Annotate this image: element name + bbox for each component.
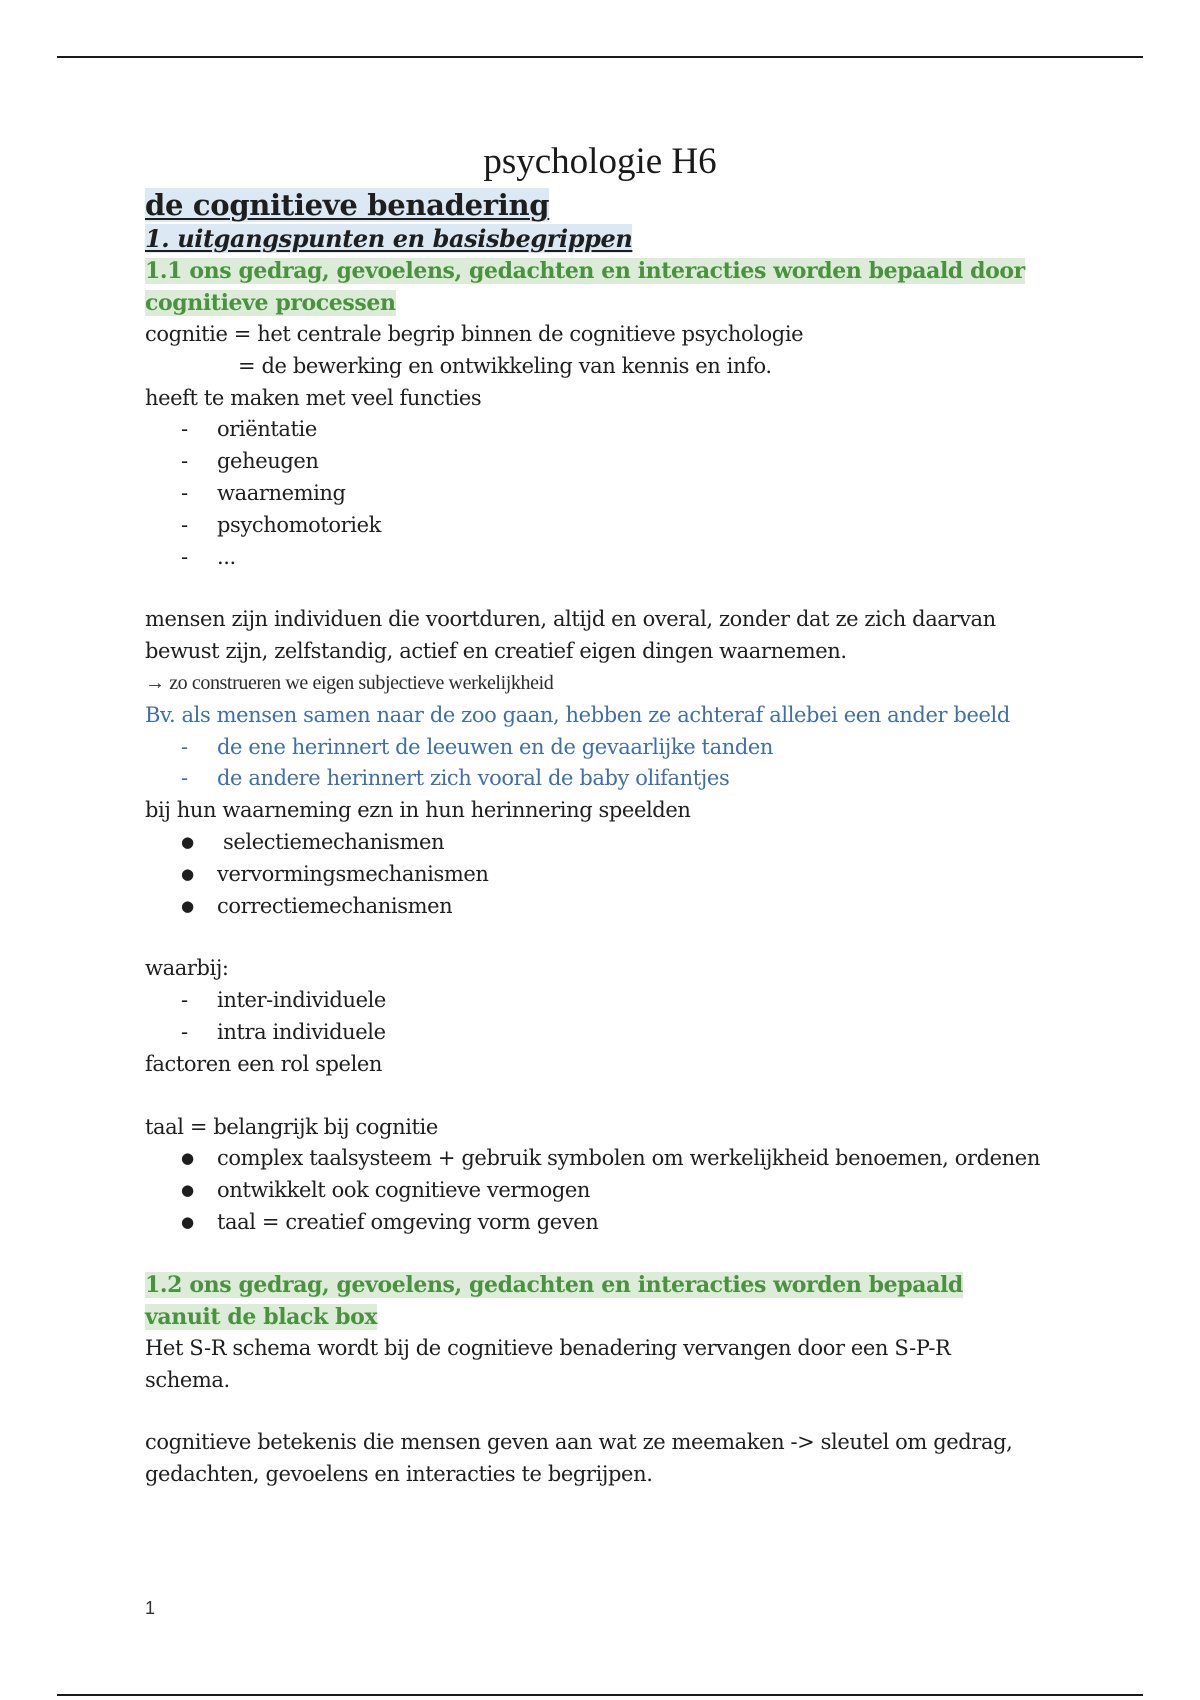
functies-list [145,414,1065,573]
list-item: - psychomotoriek [181,512,381,537]
page-title: psychologie H6 [483,141,717,182]
header-rule [57,56,1143,58]
list-item: ● selectiemechanismen [181,829,445,854]
example-list [145,732,1065,796]
list-item: - de ene herinnert de leeuwen en de gevaarlijke tanden [181,734,774,759]
list-item: - geheugen [181,449,319,474]
section-heading: 1. uitgangspunten en basisbegrippen [145,224,633,253]
betekenis-paragraph: cognitieve betekenis die mensen geven aan wat ze meemaken -> sleutel om gedrag, gedachten, gevoelens en interacties te begrijpen. [145,1430,1013,1487]
footer-rule [57,1694,1143,1696]
cognitie-definition-1: cognitie = het centrale begrip binnen de cognitieve psychologie [145,322,804,346]
list-item: - waarneming [181,480,346,505]
mechanismen-list [145,827,1065,922]
list-item: - inter-individuele [181,988,386,1013]
chapter-heading: de cognitieve benadering [145,188,550,222]
waarbij-label: waarbij: [145,956,229,981]
page-number: 1 [145,1598,156,1618]
functies-intro: heeft te maken met veel functies [145,385,482,410]
list-item: - intra individuele [181,1019,386,1044]
individuen-paragraph: mensen zijn individuen die voortduren, altijd en overal, zonder dat ze zich daarvan bewust zijn, zelfstandig, actief en creatief eigen dingen waarnemen. [145,607,996,664]
list-item: - de andere herinnert zich vooral de baby olifantjes [181,766,730,791]
sr-schema-paragraph: Het S-R schema wordt bij de cognitieve benadering vervangen door een S-P-R schema. [145,1335,951,1392]
taal-intro: taal = belangrijk bij cognitie [145,1114,438,1139]
list-item: ● vervormingsmechanismen [181,861,489,886]
list-item: ● taal = creatief omgeving vorm geven [181,1209,599,1234]
list-item: ● complex taalsysteem + gebruik symbolen om werkelijkheid benoemen, ordenen [181,1146,1040,1171]
list-item: ● correctiemechanismen [181,893,453,918]
taal-list [145,1143,1065,1238]
list-item: - ... [181,544,236,569]
cognitie-definition-2: = de bewerking en ontwikkeling van kennis en info. [238,353,772,378]
example-line: Bv. als mensen samen naar de zoo gaan, hebben ze achteraf allebei een ander beeld [145,702,1010,727]
mechanismen-intro: bij hun waarneming ezn in hun herinnering speelden [145,798,691,823]
factoren-list [145,985,1065,1049]
subsection-heading-1-1: 1.1 ons gedrag, gevoelens, gedachten en interacties worden bepaald door cognitieve processen [145,258,1025,316]
document-body [145,188,1065,1491]
list-item: - oriëntatie [181,417,317,442]
subsection-heading-1-2: 1.2 ons gedrag, gevoelens, gedachten en interacties worden bepaald vanuit de black box [145,1271,963,1330]
arrow-line: → zo construeren we eigen subjectieve werkelijkheid [145,671,554,694]
list-item: ● ontwikkelt ook cognitieve vermogen [181,1178,591,1203]
factoren-outro: factoren een rol spelen [145,1051,383,1076]
